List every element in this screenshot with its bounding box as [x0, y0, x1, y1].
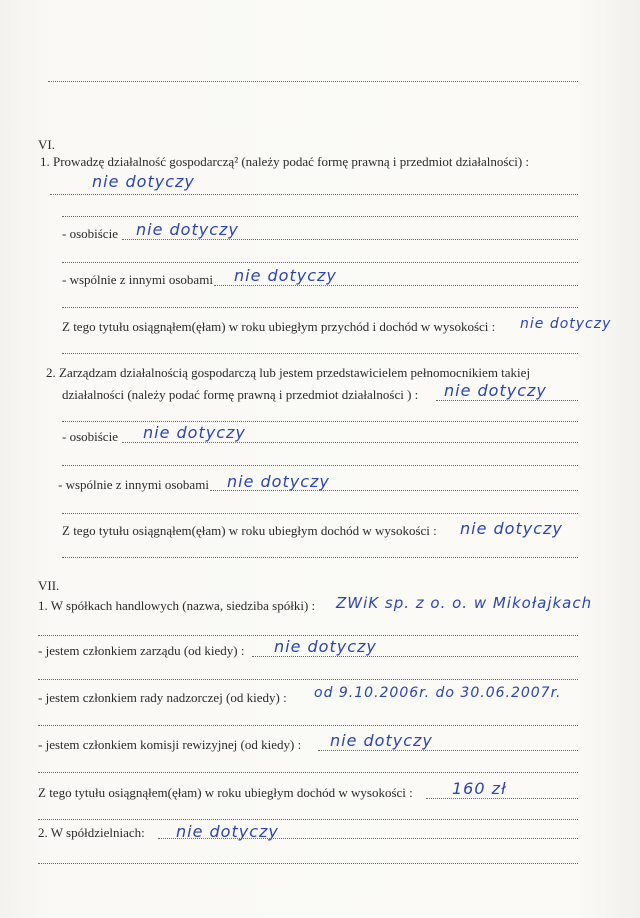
- section-vii-item2: 2. W spółdzielniach:: [38, 825, 145, 840]
- osobiscie-label: - osobiście: [62, 226, 118, 241]
- handwritten-answer: ZWiK sp. z o. o. w Mikołajkach: [336, 594, 593, 612]
- dotted-line: [62, 261, 578, 263]
- dotted-line: [38, 818, 578, 820]
- zarzad-label: - jestem członkiem zarządu (od kiedy) :: [38, 643, 245, 658]
- osobiscie2-label: - osobiście: [62, 429, 118, 444]
- dochod7-label: Z tego tytułu osiągnąłem(ęłam) w roku ubiegłym dochód w wysokości :: [38, 785, 413, 800]
- dotted-line: [38, 634, 578, 636]
- dotted-line: [38, 771, 578, 773]
- handwritten-answer: 160 zł: [452, 779, 507, 798]
- dotted-line: [62, 512, 578, 514]
- handwritten-answer: nie dotyczy: [520, 316, 612, 332]
- dotted-line: [62, 306, 578, 308]
- dochod2-label: Z tego tytułu osiągnąłem(ęłam) w roku ubiegłym dochód w wysokości :: [62, 523, 437, 538]
- wspolnie-label: - wspólnie z innymi osobami: [62, 272, 213, 287]
- dotted-line: [38, 678, 578, 680]
- rada-label: - jestem członkiem rady nadzorczej (od kiedy) :: [38, 690, 287, 705]
- dotted-line: [62, 464, 578, 466]
- handwritten-answer: nie dotyczy: [143, 423, 246, 442]
- handwritten-answer: nie dotyczy: [330, 731, 433, 750]
- dotted-line: [62, 215, 578, 217]
- handwritten-answer: nie dotyczy: [176, 822, 279, 841]
- handwritten-answer: od 9.10.2006r. do 30.06.2007r.: [314, 685, 562, 701]
- dochod-label: Z tego tytułu osiągnąłem(ęłam) w roku ubiegłym przychód i dochód w wysokości :: [62, 319, 496, 334]
- komisja-label: - jestem członkiem komisji rewizyjnej (od kiedy) :: [38, 737, 302, 752]
- section-vi-item2-line1: 2. Zarządzam działalnością gospodarczą lub jestem przedstawicielem pełnomocnikiem takiej: [46, 365, 531, 380]
- handwritten-answer: nie dotyczy: [460, 519, 563, 538]
- dotted-line: [62, 556, 578, 558]
- handwritten-answer: nie dotyczy: [234, 266, 337, 285]
- dotted-line: [62, 352, 578, 354]
- section-vi-title: VI.: [38, 137, 55, 152]
- wspolnie2-label: - wspólnie z innymi osobami: [58, 477, 209, 492]
- section-vi-item2-line2: działalności (należy podać formę prawną i przedmiot działalności ) :: [62, 387, 419, 402]
- handwritten-answer: nie dotyczy: [227, 472, 330, 491]
- handwritten-answer: nie dotyczy: [92, 172, 195, 191]
- handwritten-answer: nie dotyczy: [136, 220, 239, 239]
- dotted-line: [62, 420, 578, 422]
- dotted-line: [48, 80, 578, 82]
- handwritten-answer: nie dotyczy: [274, 637, 377, 656]
- handwritten-answer: nie dotyczy: [444, 381, 547, 400]
- dotted-line: [38, 862, 578, 864]
- section-vii-title: VII.: [38, 578, 60, 593]
- section-vii-item1: 1. W spółkach handlowych (nazwa, siedziba spółki) :: [38, 598, 316, 613]
- dotted-line: [38, 724, 578, 726]
- section-vi-item1: 1. Prowadzę działalność gospodarczą² (należy podać formę prawną i przedmiot działalności) :: [40, 154, 530, 169]
- dotted-line: [50, 193, 578, 195]
